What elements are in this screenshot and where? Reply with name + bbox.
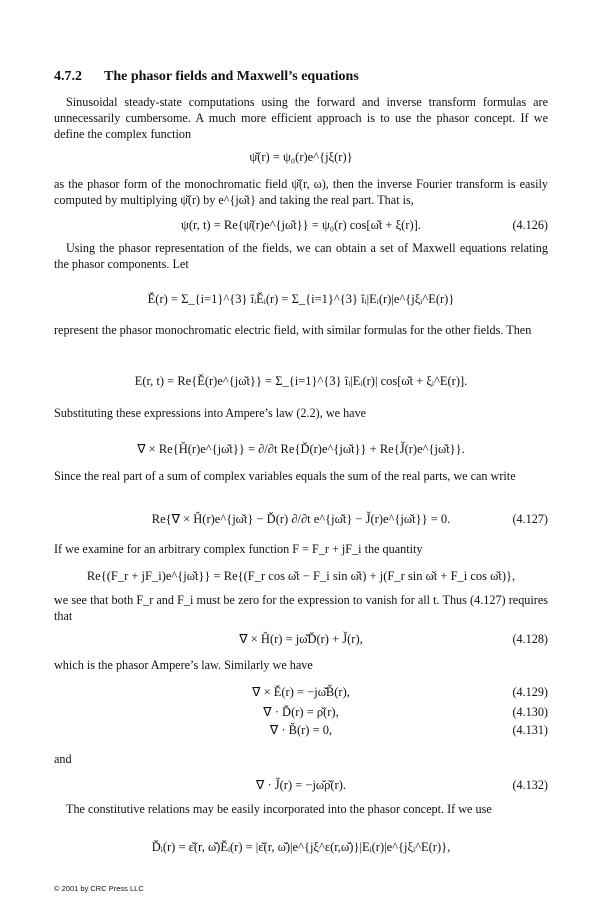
equation-electric-phasor: Ě(r) = Σ_{i=1}^{3} îᵢĚᵢ(r) = Σ_{i=1}^{3} îᵢ|Eᵢ(r)|e^{jξᵢ^E(r)}	[147, 292, 455, 306]
equation-number-4-131: (4.131)	[512, 723, 548, 737]
paragraph-phasor-ampere: which is the phasor Ampere’s law. Similarly we have	[54, 658, 313, 672]
paragraph-complex-function: If we examine for an arbitrary complex function F = F_r + jF_i the quantity	[54, 542, 423, 556]
equation-real-part-expansion: Re{(F_r + jF_i)e^{jω̌t}} = Re{(F_r cos ω̌t − F_i sin ω̌t) + j(F_r sin ω̌t + F_i cos ω̌t)},	[86, 569, 516, 583]
paragraph-maxwell-phasor: Using the phasor representation of the fields, we can obtain a set of Maxwell equations relating the phasor components. Let	[54, 241, 548, 271]
equation-4-131: ∇ · B̌(r) = 0,	[269, 723, 333, 737]
paragraph-ampere-substitution: Substituting these expressions into Ampere’s law (2.2), we have	[54, 406, 367, 420]
section-heading	[54, 69, 359, 85]
paragraph-constitutive: The constitutive relations may be easily incorporated into the phasor concept. If we use	[66, 802, 492, 816]
equation-number-4-130: (4.130)	[512, 705, 548, 719]
equation-4-132: ∇ · J̌(r) = −jω̌ρ̌(r).	[255, 778, 347, 792]
equation-4-126: ψ(r, t) = Re{ψ̌(r)e^{jω̌t}} = ψ₀(r) cos[ω̌t + ξ(r)].	[181, 218, 421, 232]
equation-4-128: ∇ × Ȟ(r) = jω̌Ď(r) + J̌(r),	[239, 632, 363, 646]
paragraph-real-part: Since the real part of a sum of complex variables equals the sum of the real parts, we can write	[54, 469, 516, 483]
equation-constitutive: Ďᵢ(r) = ε̌(r, ω̌)Ěᵢ(r) = |ε̌(r, ω̌)|e^{jξ^ε(r,ω̌)}|Eᵢ(r)|e^{jξᵢ^E(r)},	[151, 840, 451, 854]
paragraph-monochromatic: represent the phasor monochromatic electric field, with similar formulas for the other fields. Then	[54, 323, 532, 337]
section-title: The phasor fields and Maxwell’s equations	[104, 69, 359, 84]
paragraph-and: and	[54, 752, 72, 766]
equation-4-130: ∇ · Ď(r) = ρ̌(r),	[263, 705, 339, 719]
paragraph-intro: Sinusoidal steady-state computations using the forward and inverse transform formulas are unnecessarily cumbersome. A much more efficient approach is to use the phasor concept. If we define the complex function	[54, 95, 548, 141]
section-number: 4.7.2	[54, 69, 82, 84]
equation-number-4-127: (4.127)	[512, 512, 548, 526]
equation-number-4-132: (4.132)	[512, 778, 548, 792]
equation-4-129: ∇ × Ě(r) = −jω̌B̌(r),	[252, 685, 350, 699]
paragraph-phasor-form: as the phasor form of the monochromatic field ψ̌(r, ω), then the inverse Fourier transform is easily computed by multiplying ψ̌(r) by e^{jω̌t} and taking the real part. That is,	[54, 177, 548, 207]
copyright-footer: © 2001 by CRC Press LLC	[54, 884, 144, 893]
equation-phasor-definition: ψ̌(r) = ψ₀(r)e^{jξ(r)}	[249, 150, 353, 164]
paragraph-vanish: we see that both F_r and F_i must be zero for the expression to vanish for all t. Thus (4.127) requires that	[54, 593, 548, 623]
equation-number-4-126: (4.126)	[512, 218, 548, 232]
equation-4-127: Re{∇ × Ȟ(r)e^{jω̌t} − Ď(r) ∂/∂t e^{jω̌t} − J̌(r)e^{jω̌t}} = 0.	[151, 512, 451, 526]
equation-ampere-time: ∇ × Re{Ȟ(r)e^{jω̌t}} = ∂/∂t Re{Ď(r)e^{jω̌t}} + Re{J̌(r)e^{jω̌t}}.	[137, 442, 465, 456]
equation-number-4-129: (4.129)	[512, 685, 548, 699]
equation-electric-time: E(r, t) = Re{Ě(r)e^{jω̌t}} = Σ_{i=1}^{3} îᵢ|Eᵢ(r)| cos[ω̌t + ξᵢ^E(r)].	[134, 374, 468, 388]
equation-number-4-128: (4.128)	[512, 632, 548, 646]
